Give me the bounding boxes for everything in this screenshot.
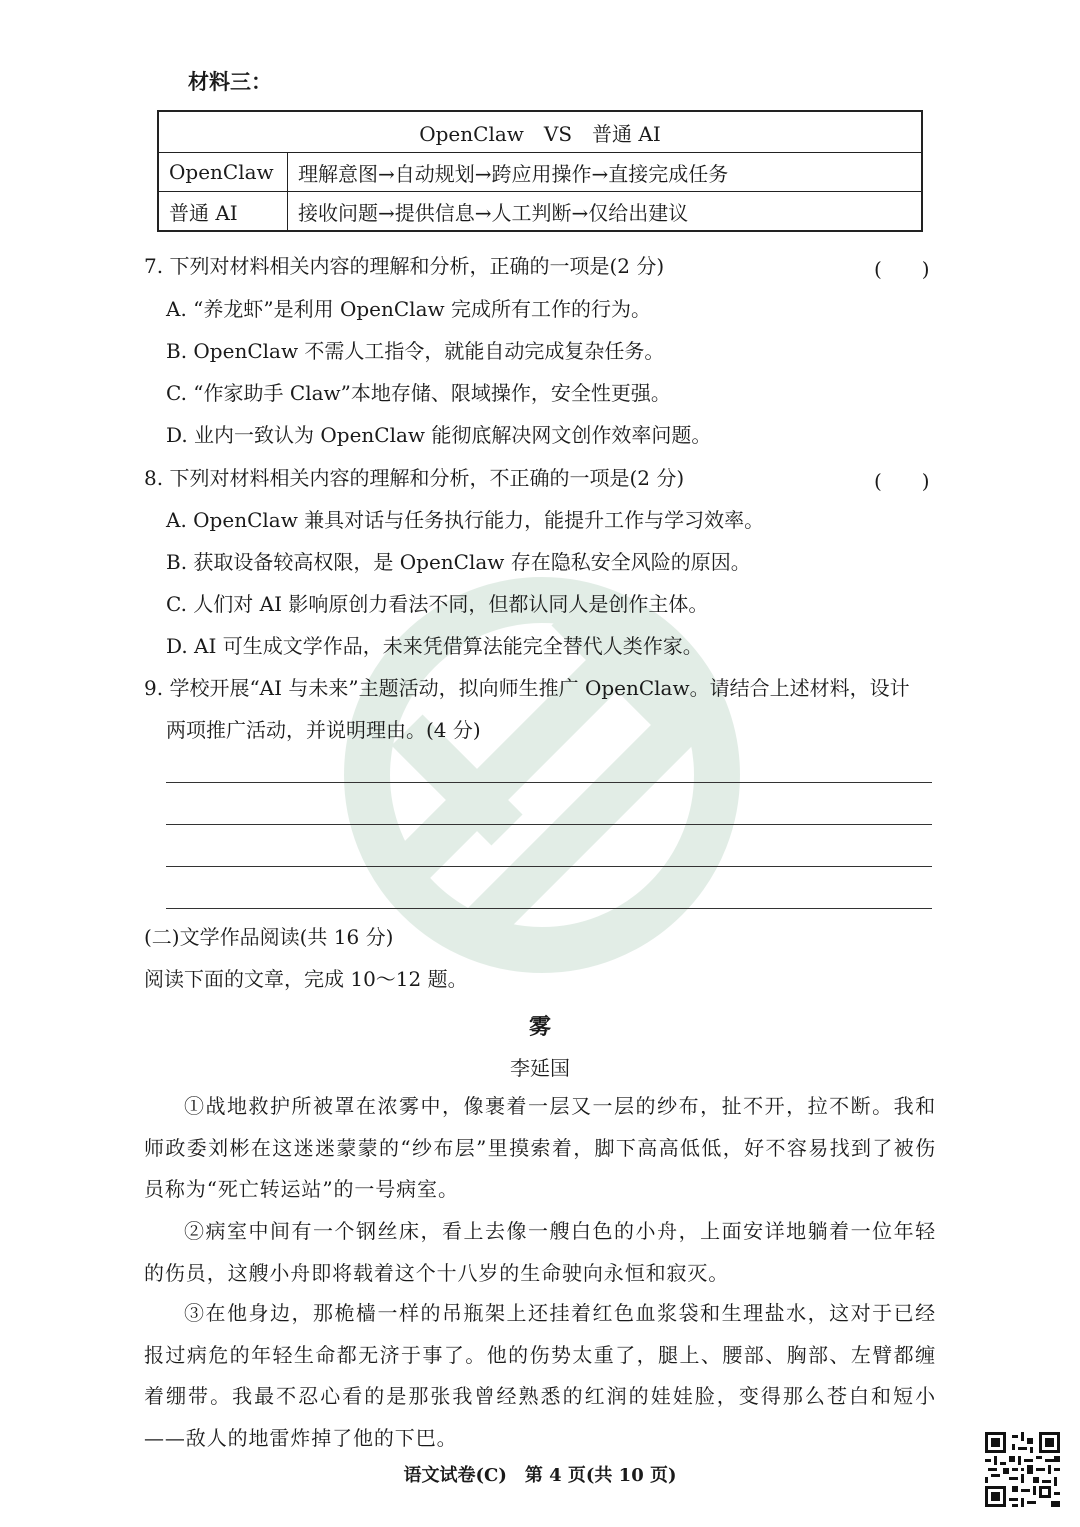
q8-option-b: B. 获取设备较高权限，是 OpenClaw 存在隐私安全风险的原因。 — [166, 550, 751, 574]
answer-line[interactable] — [166, 824, 932, 825]
page-footer: 语文试卷(C) 第 4 页(共 10 页) — [403, 1465, 677, 1486]
q8-answer-paren: ( ) — [874, 469, 930, 493]
table-row — [158, 192, 922, 232]
answer-line[interactable] — [166, 782, 932, 783]
table-cell-name: 普通 AI — [158, 192, 288, 232]
article-paragraph: ②病室中间有一个钢丝床，看上去像一艘白色的小舟，上面安详地躺着一位年轻的伤员，这艘小舟即将载着这个十八岁的生命驶向永恒和寂灭。 — [144, 1219, 936, 1285]
article-paragraph: ③在他身边，那桅樯一样的吊瓶架上还挂着红色血浆袋和生理盐水，这对于已经报过病危的年轻生命都无济于事了。他的伤势太重了，腿上、腰部、胸部、左臂都缠着绷带。我最不忍心看的是那张我曾经熟悉的红润的娃娃脸，变得那么苍白和短小——敌人的地雷炸掉了他的下巴。 — [144, 1301, 936, 1450]
section-heading: (二)文学作品阅读(共 16 分) — [144, 925, 394, 949]
table-row — [158, 153, 922, 192]
material-label: 材料三： — [188, 70, 272, 94]
answer-line[interactable] — [166, 866, 932, 867]
qr-code-icon — [985, 1432, 1060, 1507]
table-header: OpenClaw VS 普通 AI — [158, 111, 922, 153]
q7-option-c: C. “作家助手 Claw”本地存储、限域操作，安全性更强。 — [166, 381, 671, 405]
q7-option-a: A. “养龙虾”是利用 OpenClaw 完成所有工作的行为。 — [166, 297, 651, 321]
article-author: 李延国 — [510, 1056, 570, 1080]
q9-stem-line1: 9. 学校开展“AI 与未来”主题活动，拟向师生推广 OpenClaw。请结合上述材料，设计 — [144, 676, 910, 700]
answer-line[interactable] — [166, 908, 932, 909]
section-instruction: 阅读下面的文章，完成 10～12 题。 — [144, 967, 468, 991]
q7-option-d: D. 业内一致认为 OpenClaw 能彻底解决网文创作效率问题。 — [166, 423, 712, 447]
article-paragraph: ①战地救护所被罩在浓雾中，像裹着一层又一层的纱布，扯不开，拉不断。我和师政委刘彬在这迷迷蒙蒙的“纱布层”里摸索着，脚下高高低低，好不容易找到了被伤员称为“死亡转运站”的一号病室。 — [144, 1094, 936, 1201]
q7-option-b: B. OpenClaw 不需人工指令，就能自动完成复杂任务。 — [166, 339, 665, 363]
q8-stem: 8. 下列对材料相关内容的理解和分析，不正确的一项是(2 分) — [144, 466, 685, 490]
q8-option-d: D. AI 可生成文学作品，未来凭借算法能完全替代人类作家。 — [166, 634, 703, 658]
table-cell-flow: 接收问题→提供信息→人工判断→仅给出建议 — [288, 192, 923, 232]
q8-option-a: A. OpenClaw 兼具对话与任务执行能力，能提升工作与学习效率。 — [166, 508, 765, 532]
q8-option-c: C. 人们对 AI 影响原创力看法不同，但都认同人是创作主体。 — [166, 592, 709, 616]
watermark-logo — [337, 570, 747, 980]
q9-stem-line2: 两项推广活动，并说明理由。(4 分) — [166, 718, 481, 742]
comparison-table — [157, 110, 923, 232]
q7-answer-paren: ( ) — [874, 257, 930, 281]
table-cell-flow: 理解意图→自动规划→跨应用操作→直接完成任务 — [288, 153, 923, 192]
q7-stem: 7. 下列对材料相关内容的理解和分析，正确的一项是(2 分) — [144, 254, 665, 278]
article-title: 雾 — [528, 1014, 551, 1040]
table-cell-name: OpenClaw — [158, 153, 288, 192]
